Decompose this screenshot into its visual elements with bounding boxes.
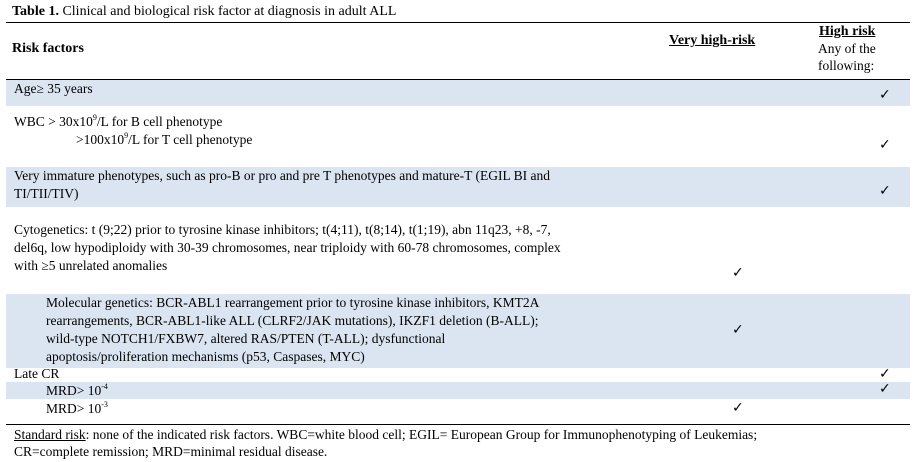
footnote-line2: CR=complete remission; MRD=minimal residual disease. <box>14 444 328 459</box>
row-molecular-line4: apoptosis/proliferation mechanisms (p53, Caspases, MYC) <box>46 349 365 364</box>
footnote-term: Standard risk <box>14 427 86 442</box>
row-band-mrd4 <box>6 382 910 399</box>
header-rule <box>6 79 910 80</box>
header-very-high-risk: Very high-risk <box>669 33 756 48</box>
header-risk-factors: Risk factors <box>12 41 84 56</box>
row-cyto-very-high-check: ✓ <box>732 265 744 281</box>
header-high-risk-any: Any of the <box>818 41 876 56</box>
top-rule <box>6 22 910 23</box>
row-molecular-very-high-check: ✓ <box>732 322 744 338</box>
row-age-text: Age≥ 35 years <box>14 81 93 96</box>
header-high-risk-following: following: <box>818 58 875 73</box>
row-wbc-b-text: WBC > $30x10^9/L$ for B cell phenotype <box>14 113 223 129</box>
row-immature-line2: TI/TII/TIV) <box>14 186 79 201</box>
row-mrd4-text: $MRD> 10^{-4}$ <box>46 382 108 398</box>
row-age-high-check: ✓ <box>879 87 891 103</box>
row-late-cr-high-check: ✓ <box>879 366 891 382</box>
row-cyto-line1: Cytogenetics: t (9;22) prior to tyrosine kinase inhibitors; t(4;11), t(8;14), t(1;19), abn 11q23, +8, -7, <box>14 222 551 237</box>
row-band-age <box>6 80 910 106</box>
row-cyto-line3: with ≥5 unrelated anomalies <box>14 258 168 273</box>
row-mrd3-very-high-check: ✓ <box>732 400 744 416</box>
row-molecular-line3: wild-type NOTCH1/FXBW7, altered RAS/PTEN (T-ALL); dysfunctional <box>46 331 446 346</box>
row-wbc-high-check: ✓ <box>879 137 891 153</box>
row-cyto-line2: del6q, low hypodiploidy with 30-39 chromosomes, near triploidy with 60-78 chromosomes, complex <box>14 240 561 255</box>
caption-text: Clinical and biological risk factor at diagnosis in adult ALL <box>58 4 397 19</box>
header-high-risk: High risk <box>819 24 876 39</box>
row-immature-line1: Very immature phenotypes, such as pro-B or pro and pre T phenotypes and mature-T (EGIL BI and <box>14 168 550 183</box>
table-caption <box>12 4 396 20</box>
row-mrd4-high-check: ✓ <box>879 381 891 397</box>
caption-label: Table 1. <box>12 4 59 19</box>
row-mrd3-text: $MRD> 10^{-3}$ <box>46 400 108 416</box>
row-wbc-t-text: $>100x10^9/L$ for T cell phenotype <box>76 131 253 147</box>
row-molecular-line2: rearrangements, BCR-ABL1-like ALL (CLRF2/JAK mutations), IKZF1 deletion (B-ALL); <box>46 313 539 328</box>
bottom-rule <box>6 424 910 425</box>
row-late-cr-text: Late CR <box>14 366 60 381</box>
row-molecular-line1: Molecular genetics: BCR-ABL1 rearrangement prior to tyrosine kinase inhibitors, KMT2A <box>46 295 540 310</box>
row-immature-high-check: ✓ <box>879 183 891 199</box>
footnote-line1: Standard risk: none of the indicated risk factors. WBC=white blood cell; EGIL= European Group for Immunophenotyping of Leukemias; <box>14 427 758 442</box>
